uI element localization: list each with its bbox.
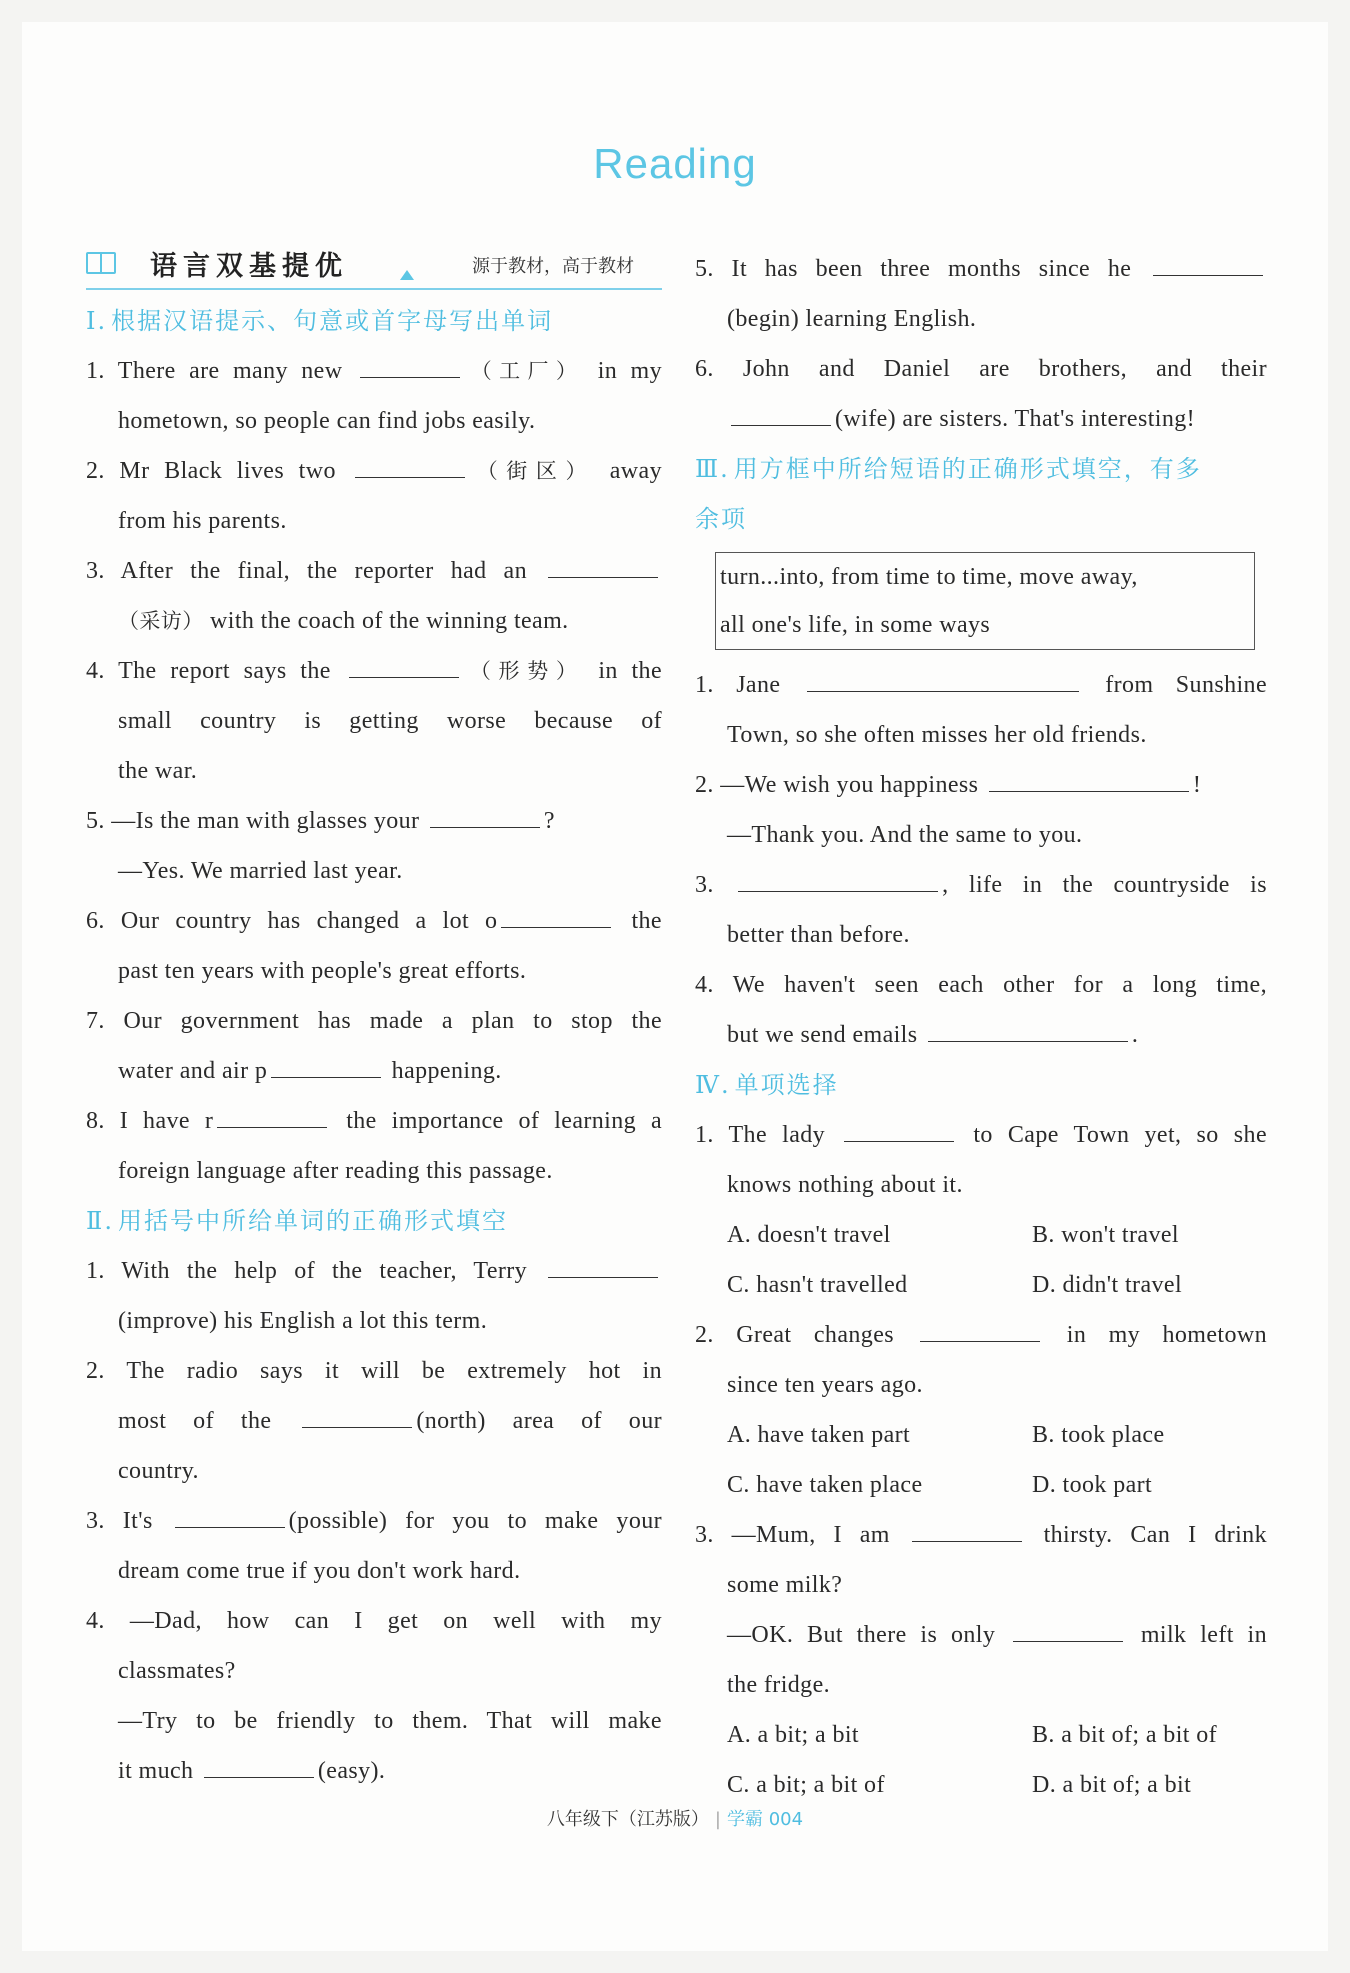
option-b[interactable]: B. won't travel: [1032, 1222, 1179, 1248]
answer-blank[interactable]: [738, 861, 938, 892]
s2-q2-line1: 2. The radio says it will be extremely hot in: [86, 1358, 663, 1384]
s1-q4-line1: 4. The report says the （形势） in the: [86, 646, 662, 696]
s2-q5-line2: (begin) learning English.: [727, 306, 977, 332]
footer-page-number: 004: [768, 1809, 804, 1830]
page-title: Reading: [593, 140, 757, 187]
s1-q1-line1: 1. There are many new （工厂） in my: [86, 346, 662, 396]
s1-q3-line2: （采访） with the coach of the winning team.: [118, 608, 569, 634]
option-d[interactable]: D. a bit of; a bit: [1032, 1772, 1192, 1798]
s4-q3-line3: —OK. But there is only milk left in: [695, 1610, 1267, 1660]
right-column: [695, 244, 1267, 1810]
s1-q5-line2: —Yes. We married last year.: [118, 858, 403, 884]
answer-blank[interactable]: [989, 761, 1189, 792]
option-b[interactable]: B. a bit of; a bit of: [1032, 1722, 1218, 1748]
answer-blank[interactable]: [204, 1747, 314, 1778]
footer-brand: 学霸: [726, 1809, 763, 1830]
answer-blank[interactable]: [548, 547, 658, 578]
s4-q2-line2: since ten years ago.: [727, 1372, 923, 1398]
answer-blank[interactable]: [912, 1511, 1022, 1542]
s3-q1-line1: 1. Jane from Sunshine: [695, 660, 1267, 710]
s1-q8-line1: 8. I have r the importance of learning a: [86, 1096, 662, 1146]
banner-title: 语言双基提优: [150, 251, 348, 282]
section-3-heading: Ⅲ. 用方框中所给短语的正确形式填空，有多: [695, 455, 1202, 483]
s1-q7-line2: water and air p happening.: [86, 1046, 662, 1096]
option-c[interactable]: C. hasn't travelled: [727, 1272, 908, 1298]
s1-q7-line1: 7. Our government has made a plan to stop the: [86, 1008, 662, 1034]
phrase-box: [715, 552, 1255, 650]
option-a[interactable]: A. doesn't travel: [727, 1222, 891, 1248]
answer-blank[interactable]: [355, 447, 465, 478]
s2-q3-line2: dream come true if you don't work hard.: [118, 1558, 521, 1584]
option-b[interactable]: B. took place: [1032, 1422, 1165, 1448]
s1-q4-line3: the war.: [118, 758, 198, 784]
s3-q2-line1: 2. —We wish you happiness !: [695, 760, 1267, 810]
footer-divider: |: [714, 1809, 721, 1830]
answer-blank[interactable]: [844, 1111, 954, 1142]
s4-q2-line1: 2. Great changes in my hometown: [695, 1310, 1267, 1360]
answer-blank[interactable]: [928, 1011, 1128, 1042]
section-3-heading-cont: 余项: [695, 505, 747, 533]
s1-q2-line1: 2. Mr Black lives two （街区） away: [86, 446, 662, 496]
page-footer: [0, 1805, 1350, 1831]
s2-q4-line2: classmates?: [118, 1658, 236, 1684]
s2-q6-line1: 6. John and Daniel are brothers, and their: [695, 356, 1268, 382]
answer-blank[interactable]: [430, 797, 540, 828]
option-a[interactable]: A. have taken part: [727, 1422, 911, 1448]
answer-blank[interactable]: [175, 1497, 285, 1528]
answer-blank[interactable]: [271, 1047, 381, 1078]
s2-q2-line3: country.: [118, 1458, 199, 1484]
s1-q1-line2: hometown, so people can find jobs easily.: [118, 408, 536, 434]
s2-q5-line1: 5. It has been three months since he: [695, 244, 1267, 294]
answer-blank[interactable]: [217, 1097, 327, 1128]
answer-blank[interactable]: [501, 897, 611, 928]
phrase-box-line1: turn...into, from time to time, move away,: [720, 564, 1138, 590]
option-c[interactable]: C. a bit; a bit of: [727, 1772, 885, 1798]
option-d[interactable]: D. took part: [1032, 1472, 1153, 1498]
s4-q3-options-ab: [695, 1710, 1267, 1760]
s4-q1-options-ab: [695, 1210, 1267, 1260]
s4-q1-line2: knows nothing about it.: [727, 1172, 963, 1198]
s4-q1-line1: 1. The lady to Cape Town yet, so she: [695, 1110, 1267, 1160]
s2-q4-line3: —Try to be friendly to them. That will make: [118, 1708, 662, 1734]
book-icon: [86, 252, 116, 274]
s3-q2-line2: —Thank you. And the same to you.: [727, 822, 1083, 848]
s2-q1-line1: 1. With the help of the teacher, Terry: [86, 1246, 662, 1296]
s1-q2-line2: from his parents.: [118, 508, 287, 534]
answer-blank[interactable]: [1013, 1611, 1123, 1642]
section-2-heading: Ⅱ. 用括号中所给单词的正确形式填空: [86, 1207, 508, 1235]
footer-grade: 八年级下（江苏版）: [546, 1809, 709, 1830]
s3-q4-line1: 4. We haven't seen each other for a long time,: [695, 972, 1267, 998]
s2-q6-line2: (wife) are sisters. That's interesting!: [695, 394, 1267, 444]
phrase-box-line2: all one's life, in some ways: [720, 612, 991, 638]
s2-q1-line2: (improve) his English a lot this term.: [118, 1308, 488, 1334]
s3-q3-line1: 3. , life in the countryside is: [695, 860, 1267, 910]
s1-q8-line2: foreign language after reading this passage.: [118, 1158, 553, 1184]
s3-q1-line2: Town, so she often misses her old friends.: [727, 722, 1147, 748]
banner-subtitle: 源于教材，高于教材: [472, 256, 634, 277]
answer-blank[interactable]: [1153, 245, 1263, 276]
s2-q4-line4: it much (easy).: [86, 1746, 662, 1796]
s3-q3-line2: better than before.: [727, 922, 910, 948]
answer-blank[interactable]: [548, 1247, 658, 1278]
section-1-heading: Ⅰ. 根据汉语提示、句意或首字母写出单词: [86, 307, 554, 335]
triangle-icon: [400, 270, 414, 280]
answer-blank[interactable]: [360, 347, 460, 378]
option-a[interactable]: A. a bit; a bit: [727, 1722, 859, 1748]
section-4-heading: Ⅳ. 单项选择: [695, 1071, 839, 1099]
answer-blank[interactable]: [349, 647, 459, 678]
s4-q3-line4: the fridge.: [727, 1672, 831, 1698]
option-c[interactable]: C. have taken place: [727, 1472, 923, 1498]
option-d[interactable]: D. didn't travel: [1032, 1272, 1183, 1298]
left-column: [86, 244, 662, 1796]
s2-q4-line1: 4. —Dad, how can I get on well with my: [86, 1608, 662, 1634]
answer-blank[interactable]: [731, 395, 831, 426]
s1-q6-line2: past ten years with people's great efforts.: [118, 958, 527, 984]
s4-q3-line2: some milk?: [727, 1572, 843, 1598]
s4-q2-options-ab: [695, 1410, 1267, 1460]
s1-q3-line1: 3. After the final, the reporter had an: [86, 546, 662, 596]
answer-blank[interactable]: [807, 661, 1079, 692]
section-banner: [86, 244, 662, 290]
s2-q2-line2: most of the (north) area of our: [86, 1396, 662, 1446]
s4-q3-options-cd: [695, 1760, 1267, 1810]
s2-q3-line1: 3. It's (possible) for you to make your: [86, 1496, 662, 1546]
s1-q5-line1: 5. —Is the man with glasses your ?: [86, 796, 662, 846]
answer-blank[interactable]: [920, 1311, 1040, 1342]
s4-q2-options-cd: [695, 1460, 1267, 1510]
s4-q1-options-cd: [695, 1260, 1267, 1310]
s3-q4-line2: but we send emails .: [695, 1010, 1267, 1060]
s1-q4-line2: small country is getting worse because of: [118, 708, 662, 734]
s4-q3-line1: 3. —Mum, I am thirsty. Can I drink: [695, 1510, 1267, 1560]
answer-blank[interactable]: [302, 1397, 412, 1428]
s1-q6-line1: 6. Our country has changed a lot o the: [86, 896, 662, 946]
